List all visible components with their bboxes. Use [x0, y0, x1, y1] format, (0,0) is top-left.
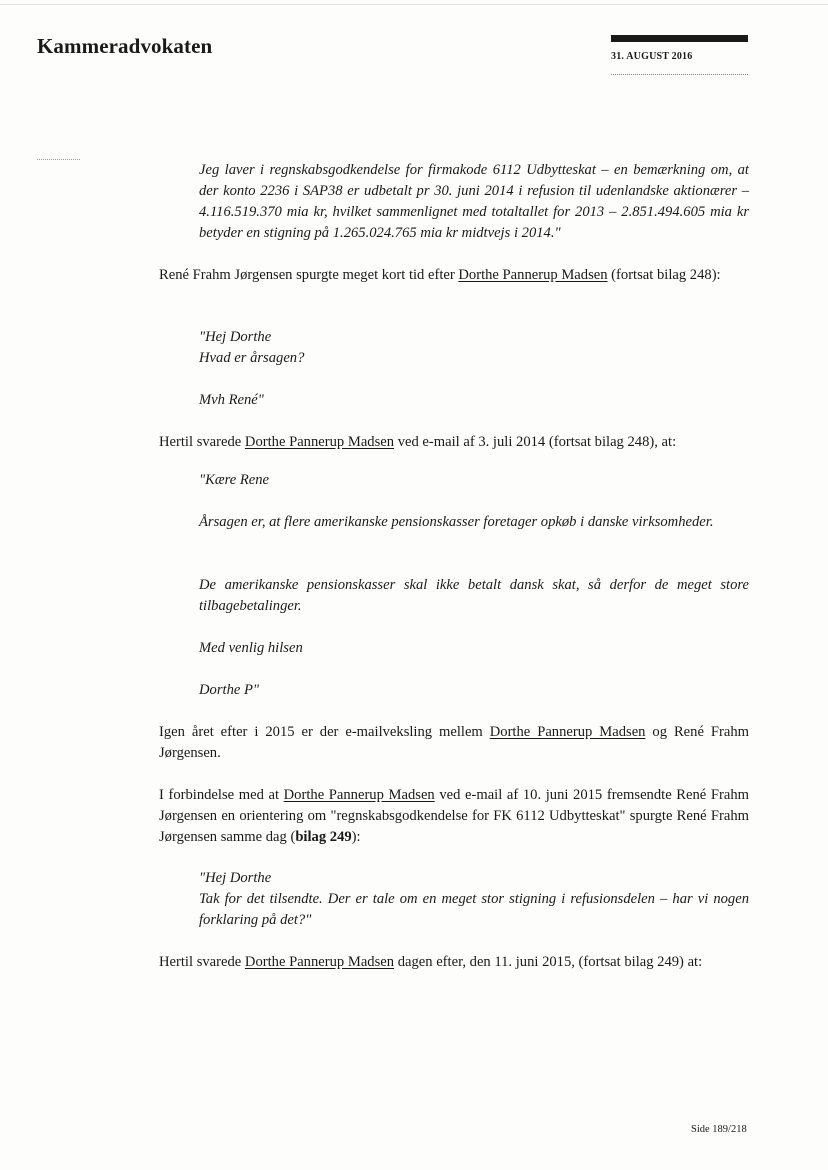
person-link: Dorthe Pannerup Madsen: [244, 954, 395, 970]
paragraph-4-middle: ved e-mail af 10. juni 2015 fremsendte René Frahm Jørgensen en orientering om "regnskabsgodkendelse for FK 6112 Udbytteskat" spurgte René Frahm Jørgensen samme dag (: [159, 787, 749, 845]
header-date: 31. AUGUST 2016: [611, 51, 693, 62]
header-dotted-rule: [611, 74, 748, 75]
paragraph-4-after: ):: [351, 829, 361, 845]
person-link: Dorthe Pannerup Madsen: [458, 267, 608, 283]
email-3-greeting: "Hej Dorthe: [199, 870, 272, 886]
email-1-question: Hvad er årsagen?: [199, 350, 305, 366]
person-link: Dorthe Pannerup Madsen: [283, 787, 435, 803]
paragraph-1: [159, 265, 749, 286]
paragraph-4: [159, 785, 749, 848]
paragraph-2: [159, 432, 749, 453]
email-2-paragraph-2: De amerikanske pensionskasser skal ikke betalt dansk skat, så derfor de meget store tilbagebetalinger.: [199, 577, 749, 614]
email-2-signature: Dorthe P": [199, 682, 260, 698]
email-3-text: Tak for det tilsendte. Der er tale om en meget stor stigning i refusionsdelen – har vi nogen forklaring på det?": [199, 891, 749, 928]
paragraph-5: [159, 952, 749, 973]
paragraph-5-before: Hertil svarede: [159, 954, 245, 970]
header-bar: [611, 35, 748, 42]
email-2-greeting: "Kære Rene: [199, 472, 270, 488]
paragraph-1-after: (fortsat bilag 248):: [607, 267, 721, 283]
paragraph-2-after: ved e-mail af 3. juli 2014 (fortsat bilag 248), at:: [394, 434, 677, 450]
margin-dotted-rule: [37, 159, 80, 160]
page-number: Side 189/218: [691, 1124, 747, 1135]
email-2-closing: Med venlig hilsen: [199, 640, 303, 656]
firm-name: Kammeradvokaten: [37, 34, 213, 58]
paragraph-1-before: René Frahm Jørgensen spurgte meget kort tid efter: [159, 267, 459, 283]
person-link: Dorthe Pannerup Madsen: [489, 724, 646, 740]
paragraph-5-after: dagen efter, den 11. juni 2015, (fortsat bilag 249) at:: [394, 954, 703, 970]
paragraph-3-before: Igen året efter i 2015 er der e-mailveksling mellem: [159, 724, 490, 740]
paragraph-3: [159, 722, 749, 764]
paragraph-3-after: og René Frahm Jørgensen.: [159, 724, 749, 761]
page-top-edge: [0, 4, 828, 5]
quote-block-1: Jeg laver i regnskabsgodkendelse for firmakode 6112 Udbytteskat – en bemærkning om, at der konto 2236 i SAP38 er udbetalt pr 30. juni 2014 i refusion til udenlandske aktionærer – 4.116.519.370 mia kr, hvilket sammenlignet med totaltallet for 2013 – 2.851.494.605 mia kr betyder en stigning på 1.265.024.765 mia kr midtvejs i 2014.": [199, 162, 749, 241]
email-2-paragraph-1: Årsagen er, at flere amerikanske pensionskasser foretager opkøb i danske virksomheder.: [199, 514, 714, 530]
email-1-greeting: "Hej Dorthe: [199, 329, 272, 345]
paragraph-4-before: I forbindelse med at: [159, 787, 284, 803]
email-1-signoff: Mvh René": [199, 392, 264, 408]
paragraph-2-before: Hertil svarede: [159, 434, 245, 450]
person-link: Dorthe Pannerup Madsen: [244, 434, 395, 450]
bilag-reference: bilag 249: [295, 829, 352, 845]
